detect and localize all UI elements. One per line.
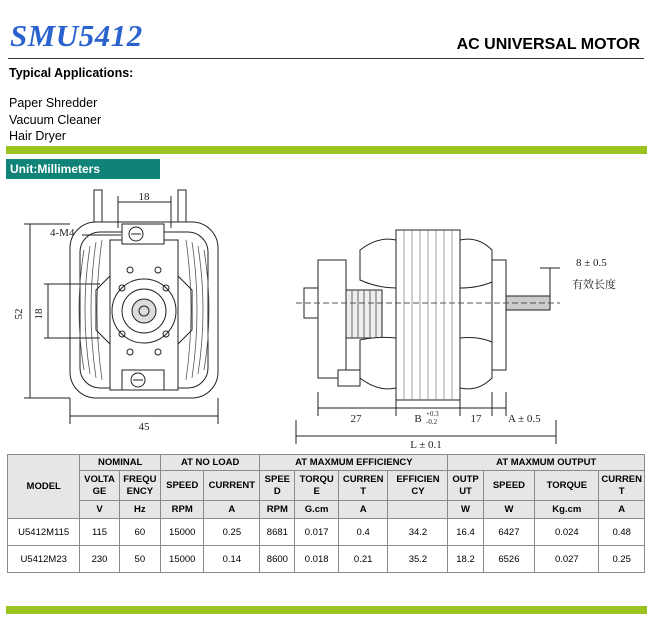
- table-cell: 15000: [161, 519, 204, 546]
- col-speed-noload: SPEED: [161, 471, 204, 501]
- unit-current-noload: A: [204, 501, 260, 519]
- table-cell: 115: [80, 519, 119, 546]
- col-current-maxout: CURREN T: [599, 471, 645, 501]
- header-divider: [8, 58, 644, 59]
- header-max-efficiency: AT MAXMUM EFFICIENCY: [260, 455, 448, 471]
- applications-list: [9, 95, 101, 145]
- table-cell: 0.024: [535, 519, 599, 546]
- unit-torque-maxeff: G.cm: [295, 501, 338, 519]
- dim-side-l: L ± 0.1: [410, 439, 442, 451]
- col-efficiency: EFFICIEN CY: [388, 471, 448, 501]
- table-cell: 0.14: [204, 546, 260, 573]
- motor-drawing: [0, 180, 652, 452]
- dim-side-b: B: [414, 413, 422, 425]
- table-cell: 0.21: [338, 546, 388, 573]
- unit-voltage: V: [80, 501, 119, 519]
- table-cell: 0.25: [204, 519, 260, 546]
- dim-shaft-length: 8 ± 0.5: [576, 257, 607, 269]
- dim-side-a: A ± 0.5: [508, 413, 541, 425]
- header-model: MODEL: [8, 455, 80, 519]
- table-cell: 16.4: [448, 519, 483, 546]
- header-no-load: AT NO LOAD: [161, 455, 260, 471]
- application-item: Hair Dryer: [9, 129, 66, 143]
- table-cell: 8600: [260, 546, 295, 573]
- table-cell: 6427: [483, 519, 535, 546]
- dim-thread: 4-M4: [50, 227, 75, 239]
- table-cell: 34.2: [388, 519, 448, 546]
- applications-heading: Typical Applications:: [9, 66, 134, 80]
- header-max-output: AT MAXMUM OUTPUT: [448, 455, 645, 471]
- cell-model: U5412M115: [8, 519, 80, 546]
- header-nominal: NOMINAL: [80, 455, 161, 471]
- unit-current-maxout: A: [599, 501, 645, 519]
- dim-front-height: 52: [13, 308, 25, 320]
- col-speed-maxout: SPEED: [483, 471, 535, 501]
- unit-speed-maxout: W: [483, 501, 535, 519]
- dim-side-27: 27: [350, 413, 362, 425]
- table-cell: 0.027: [535, 546, 599, 573]
- unit-efficiency: [388, 501, 448, 519]
- spec-table: [7, 454, 645, 573]
- col-output: OUTP UT: [448, 471, 483, 501]
- unit-frequency: Hz: [119, 501, 160, 519]
- table-cell: 0.4: [338, 519, 388, 546]
- dim-side-b-tol-minus: -0.2: [426, 418, 438, 426]
- table-row: [8, 519, 645, 546]
- application-item: Vacuum Cleaner: [9, 112, 102, 127]
- col-torque-maxeff: TORQU E: [295, 471, 338, 501]
- dim-front-width: 45: [138, 421, 150, 433]
- dim-shaft-note: 有效长度: [572, 279, 616, 291]
- col-speed-maxeff: SPEE D: [260, 471, 295, 501]
- unit-speed-noload: RPM: [161, 501, 204, 519]
- table-row: [8, 546, 645, 573]
- table-cell: 0.018: [295, 546, 338, 573]
- dim-front-top: 18: [138, 191, 150, 203]
- col-torque-maxout: TORQUE: [535, 471, 599, 501]
- col-current-maxeff: CURREN T: [338, 471, 388, 501]
- table-cell: 8681: [260, 519, 295, 546]
- table-cell: 230: [80, 546, 119, 573]
- col-current-noload: CURRENT: [204, 471, 260, 501]
- table-cell: 60: [119, 519, 160, 546]
- application-item: Paper Shredder: [9, 96, 98, 110]
- unit-current-maxeff: A: [338, 501, 388, 519]
- table-cell: 6526: [483, 546, 535, 573]
- unit-output: W: [448, 501, 483, 519]
- unit-torque-maxout: Kg.cm: [535, 501, 599, 519]
- unit-speed-maxeff: RPM: [260, 501, 295, 519]
- dim-side-b-tol-plus: +0.3: [426, 410, 439, 418]
- table-cell: 18.2: [448, 546, 483, 573]
- table-cell: 15000: [161, 546, 204, 573]
- table-cell: 35.2: [388, 546, 448, 573]
- col-voltage: VOLTA GE: [80, 471, 119, 501]
- dim-side-17: 17: [470, 413, 482, 425]
- col-frequency: FREQU ENCY: [119, 471, 160, 501]
- unit-label: Unit:Millimeters: [6, 159, 160, 179]
- motor-category: AC UNIVERSAL MOTOR: [456, 36, 640, 53]
- dim-front-inner: 18: [33, 308, 45, 320]
- table-cell: 50: [119, 546, 160, 573]
- cell-model: U5412M23: [8, 546, 80, 573]
- table-cell: 0.017: [295, 519, 338, 546]
- table-cell: 0.25: [599, 546, 645, 573]
- table-cell: 0.48: [599, 519, 645, 546]
- model-title: SMU5412: [10, 18, 143, 53]
- section-divider-top: [6, 146, 647, 154]
- section-divider-bottom: [6, 606, 647, 614]
